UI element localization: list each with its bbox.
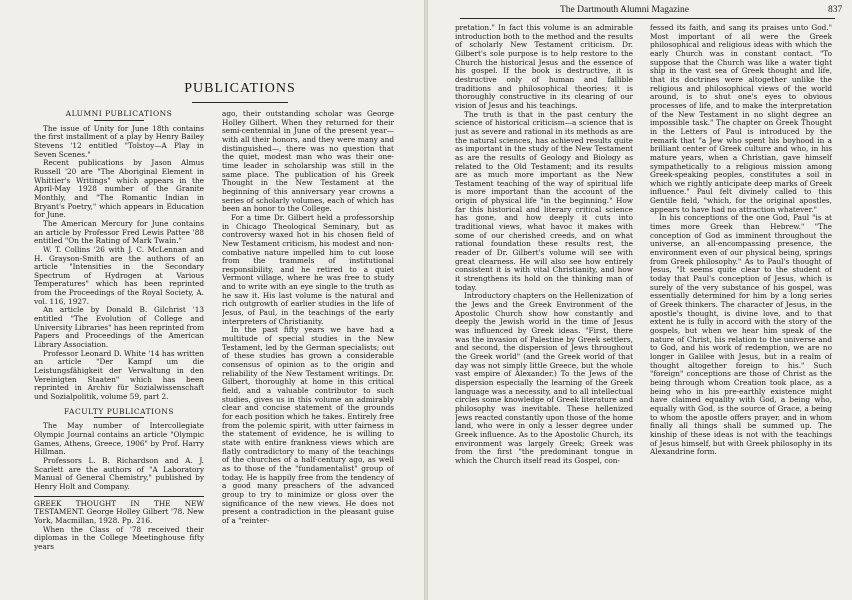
alumni-publications-heading: ALUMNI PUBLICATIONS bbox=[65, 110, 173, 118]
page-title: PUBLICATIONS bbox=[184, 81, 296, 97]
faculty-publications-heading: FACULTY PUBLICATIONS bbox=[64, 406, 174, 416]
column-4 bbox=[650, 24, 832, 592]
alumni-paragraph: Professor Leonard D. White '14 has written an article "Der Kampf um die Leistungsfähigkeit der Verwaltung in den Vereinigten Staaten" which has been reprinted in Archiv für Sozialwissenschaft und Sozialpolitik, volume 59, part 2. bbox=[34, 348, 204, 401]
alumni-paragraph: An article by Donald B. Gilchrist '13 entitled "The Evolution of College and University Libraries" has been reprinted from Papers and Proceedings of the American Library Association. bbox=[34, 305, 204, 350]
review-heading: GREEK THOUGHT IN THE NEW TESTAMENT. George Holley Gilbert '78. New York, Macmillan, 1928. Pp. 216. bbox=[34, 498, 204, 525]
faculty-heading-rule bbox=[94, 417, 144, 418]
column-1 bbox=[34, 110, 204, 590]
review-paragraph: fessed its faith, and sang its praises unto God." Most important of all were the Greek philosophical and religious ideas with which the early Church was in constant contact. "To suppose that the Church was like a water tight ship in the vast sea of Greek thought and life, that its doctrines were altogether unlike the religious and philosophical views of the world around, is to shut one's eyes to obvious processes of life, and to make the interpretation of the New Testament in no slight degree an impossible task." The chapter on Greek Thought in the Letters of Paul is introduced by the remark that "a Jew who spent his boyhood in a brilliant center of Greek culture and who, in his mature years, when a Christian, gave himself sympathetically to a religious mission among Greek-speaking peoples, constitutes a soil in which we rightly anticipate deep marks of Greek influence." Paul felt divinely called to this Gentile field, "which, for the original apostles, appears to have had no attraction whatever." bbox=[650, 24, 832, 214]
alumni-paragraph: W. T. Collins '26 with J. C. McLennan and H. Grayson-Smith are the authors of an article "Intensities in the Secondary Spectrum of Hydrogen at Various Temperatures" which has been reprinted from the Proceedings of the Royal Society, A. vol. 116, 1927. bbox=[34, 244, 204, 306]
review-paragraph: ago, their outstanding scholar was George Holley Gilbert. When they returned for their semi-centennial in June of the present year—with all their honors, and they were many and distinguished—, there was no question that the quiet, modest man who was their one-time leader in scholarship was still in the same place. The publication of his Greek Thought in the New Testament at the beginning of this anniversary year crowns a series of scholarly volumes, each of which has been an honor to the College. bbox=[222, 110, 394, 214]
review-paragraph: For a time Dr. Gilbert held a professorship in Chicago Theological Seminary, but as controversy waxed hot in his chosen field of New Testament criticism, his modest and non-combative nature impelled him to cut loose from the trammels of institutional responsibility, and he retired to a quiet Vermont village, where he was free to study and to write with an eye single to the truth as he saw it. His last volume is the natural and rich outgrowth of earlier studies in the life of Jesus, of Paul, in the teachings of the early interpreters of Christianity. bbox=[222, 212, 394, 326]
review-paragraph: pretation." In fact this volume is an admirable introduction both to the method and the results of scholarly New Testament criticism. Dr. Gilbert's sole purpose is to help restore to the Church the historical Jesus and the essence of his gospel. If the book is destructive, it is destructive only of human and fallible traditions and philosophical theories; it is thoroughly constructive in its clearing of our vision of Jesus and his teachings. bbox=[455, 24, 633, 110]
alumni-paragraph: The American Mercury for June contains an article by Professor Fred Lewis Pattee '88 entitled "On the Rating of Mark Twain." bbox=[34, 218, 204, 246]
running-head-rule bbox=[460, 18, 835, 19]
review-paragraph: When the Class of '78 received their diplomas in the College Meetinghouse fifty years bbox=[34, 524, 204, 551]
review-paragraph: The truth is that in the past century the science of historical criticism—a science that is just as severe and rational in its methods as are the natural sciences, has achieved results quite as important in the study of the New Testament as are the results of Geology and Biology as related to the Old Testament; and its results are as much more important as the New Testament teaching of the way of spiritual life is more important than the account of the origin of physical life "in the beginning." How far this historical and literary critical science has gone, and how deeply it cuts into traditional views, what havoc it makes with some of our cherished creeds, and on what rational foundation these results rest, the reader of Dr. Gilbert's volume will see with great clearness. He will also see how entirely consistent it is with vital Christianity, and how it strengthens its hold on the thinking man of today. bbox=[455, 109, 633, 292]
faculty-paragraph: Professors L. B. Richardson and A. J. Scarlett are the authors of "A Laboratory Manual of General Chemistry," published by Henry Holt and Company. bbox=[34, 455, 204, 491]
review-paragraph: Introductory chapters on the Hellenization of the Jews and the Greek Environment of the Apostolic Church show how constantly and deeply the Jewish world in the time of Jesus was influenced by Greek ideas. "First, there was the invasion of Palestine by Greek settlers, and second, the dispersion of Jews throughout the Greek world" (and the Greek world of that day was not simply little Greece, but the whole vast empire of Alexander.) To the Jews of the dispersion especially the learning of the Greek language was a necessity, and to all intellectual circles some knowledge of Greek literature and philosophy was inevitable. These hellenized Jews reacted constantly upon those of the home land, who were in only a lesser degree under Greek influence. As to the Apostolic Church, its environment was largely Greek; Greek was from the first "the predominant tongue in which the Church itself read its Gospel, con- bbox=[455, 291, 633, 465]
alumni-heading-rule bbox=[94, 120, 144, 121]
column-2 bbox=[222, 110, 394, 592]
title-rule bbox=[192, 102, 288, 103]
review-paragraph: In the past fifty years we have had a multitude of special studies in the New Testament, led by the German specialists; out of these studies has grown a considerable consensus of opinion as to the origin and reliability of the New Testament writings. Dr. Gilbert, thoroughly at home in this critical field, and a valuable contributor to such studies, gives us in this volume an admirably clear and concise statement of the grounds for each position which he takes. Entirely free from the polemic spirit, with utter fairness in the statement of evidence, he is willing to state with entire frankness views which are flatly contradictory to many of the teachings of the churches of a half-century ago, as well as to those of the "fundamentalist" group of today. He is happily free from the tendency of a good many preachers of the advanced group to try to minimize or gloss over the significance of the new views. He does not present a contradiction in the pleasant guise of a "reinter- bbox=[222, 325, 394, 525]
alumni-paragraph: The issue of Unity for June 18th contains the first installment of a play by Henry Bailey Stevens '12 entitled "Tolstoy—A Play in Seven Scenes." bbox=[34, 123, 204, 159]
review-paragraph: In his conceptions of the one God, Paul "is at times more Greek than Hebrew." "The conception of God as imminent throughout the universe, an all-encompassing presence, the environment even of our physical being, springs from Greek philosophy." As to Paul's thought of Jesus, "It seems quite clear to the student of today that Paul's conception of Jesus, which is surely of the very substance of his gospel, was essentially determined for him by a long series of Greek thinkers. The character of Jesus, in the apostle's thought, is divine love, and to that extent he is fully in accord with the story of the gospels, but when we hear him speak of the nature of Christ, his relation to the universe and to God, and his work of redemption, we are no longer in Galilee with Jesus, but in a realm of thought altogether foreign to his." Such "foreign" conceptions are those of Christ as the being through whom Creation took place, as a being who in his pre-earthly existence might have claimed equality with God, a being who, equally with God, is the source of Grace, a being to whom the apostle offers prayer, and in whom finally all things shall be summed up. The kinship of these ideas is not with the teachings of Jesus himself, but with Greek philosophy in its Alexandrine form. bbox=[650, 213, 832, 457]
alumni-paragraph: Recent publications by Jason Almus Russell '20 are "The Aboriginal Element in Whittier's Writings" which appears in the April-May 1928 number of the Granite Monthly, and "The Romantic Indian in Bryant's Poetry," which appears in Education for June. bbox=[34, 158, 204, 220]
review-rule bbox=[34, 496, 204, 497]
column-3 bbox=[455, 24, 633, 592]
faculty-paragraph: The May number of Intercollegiate Olympic Journal contains an article "Olympic Games, Athens, Greece, 1906" by Prof. Harry Hillman. bbox=[34, 421, 204, 457]
running-head: The Dartmouth Alumni Magazine bbox=[560, 5, 690, 15]
page-number: 837 bbox=[828, 5, 843, 15]
